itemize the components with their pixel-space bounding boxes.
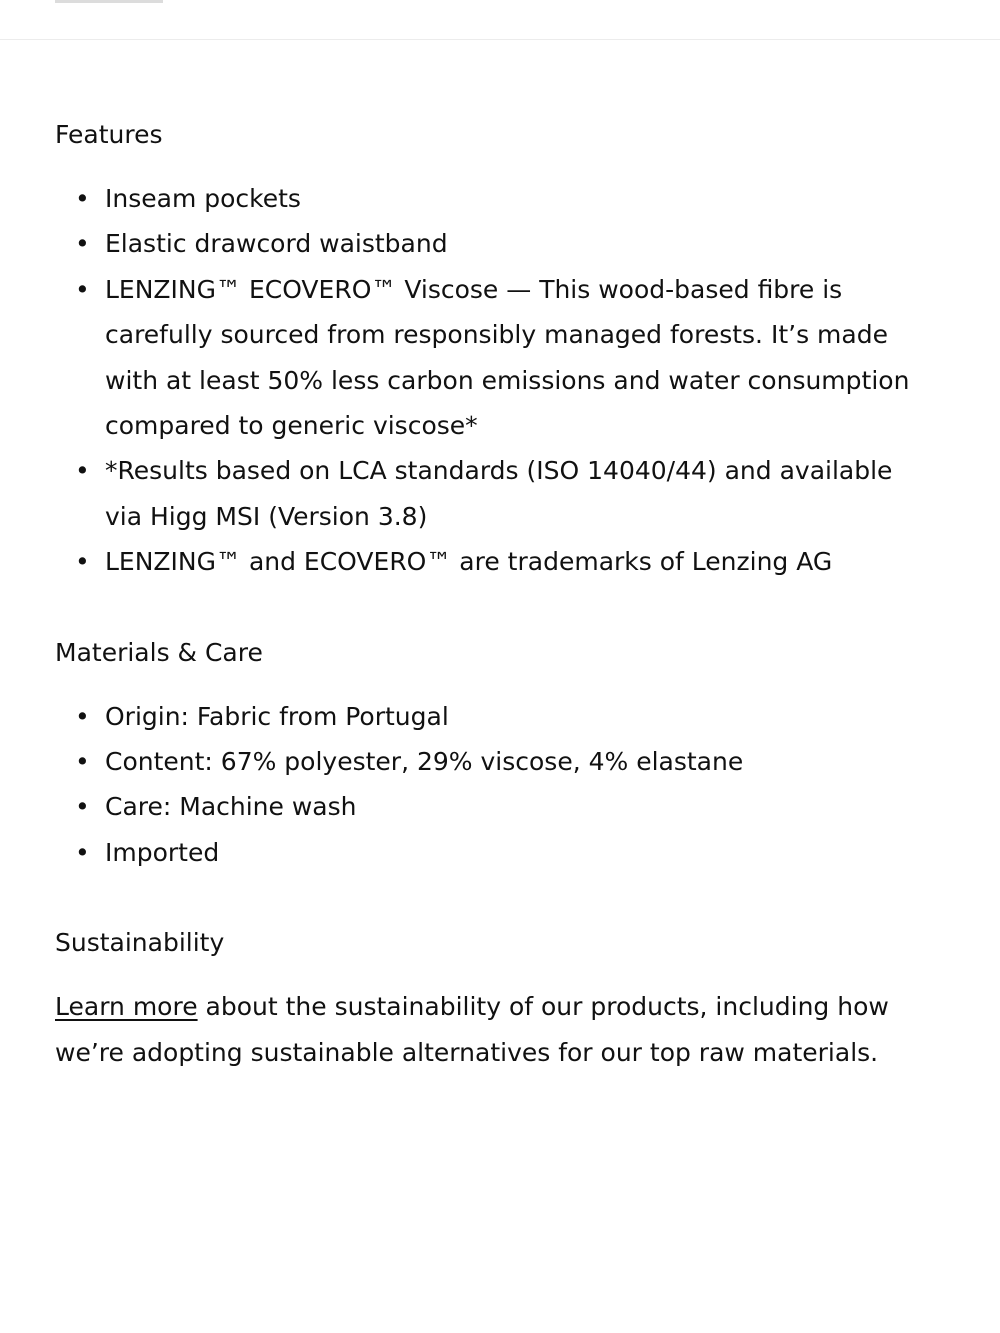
features-list bbox=[55, 176, 935, 585]
features-heading: Features bbox=[55, 120, 163, 149]
list-item: • *Results based on LCA standards (ISO 14040/44) and available via Higg MSI (Version 3.8) bbox=[55, 448, 935, 539]
product-details bbox=[55, 112, 935, 1075]
section-spacer bbox=[55, 875, 935, 920]
learn-more-link[interactable]: Learn more bbox=[55, 992, 198, 1022]
materials-care-list bbox=[55, 694, 935, 876]
tab-indicator bbox=[55, 0, 163, 3]
list-item: • LENZING™ ECOVERO™ Viscose — This wood-based fibre is carefully sourced from responsibly managed forests. It’s made with at least 50% less carbon emissions and water consumption compared to generic viscose* bbox=[55, 267, 935, 449]
list-item: • Imported bbox=[55, 830, 935, 875]
sustainability-text: about the sustainability of our products, including how we’re adopting sustainable alternatives for our top raw materials. bbox=[55, 992, 889, 1067]
list-item: • LENZING™ and ECOVERO™ are trademarks of Lenzing AG bbox=[55, 539, 935, 584]
list-item: • Content: 67% polyester, 29% viscose, 4% elastane bbox=[55, 739, 935, 784]
list-item: • Origin: Fabric from Portugal bbox=[55, 694, 935, 739]
header-divider bbox=[0, 39, 1000, 40]
section-spacer bbox=[55, 585, 935, 630]
list-item: • Inseam pockets bbox=[55, 176, 935, 221]
list-item: • Care: Machine wash bbox=[55, 784, 935, 829]
list-item: • Elastic drawcord waistband bbox=[55, 221, 935, 266]
sustainability-heading: Sustainability bbox=[55, 928, 225, 958]
materials-care-heading: Materials & Care bbox=[55, 637, 263, 667]
sustainability-paragraph bbox=[55, 984, 935, 1075]
